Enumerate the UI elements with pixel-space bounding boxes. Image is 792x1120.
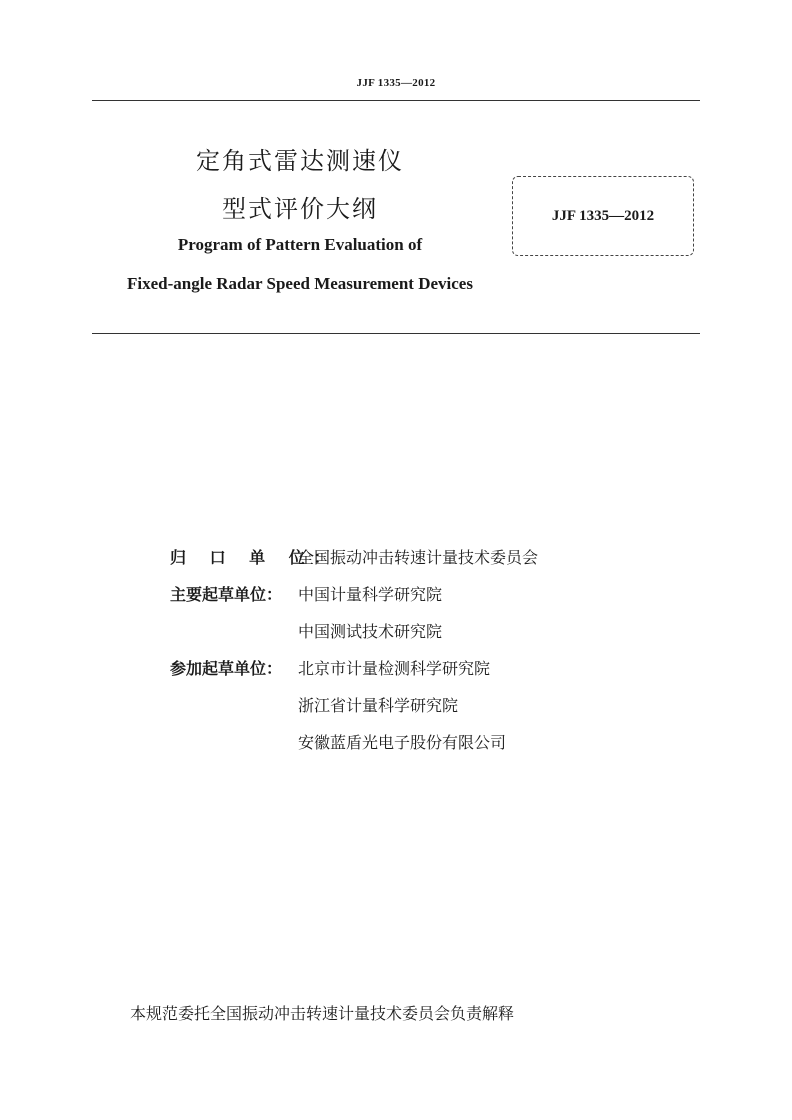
organizations-block — [170, 538, 538, 760]
participating-drafting-label: 参加起草单位： — [170, 659, 283, 678]
main-drafting-unit: 中国计量科学研究院 — [298, 585, 443, 604]
title-chinese-line1: 定角式雷达测速仪 — [196, 147, 404, 175]
title-english-line2: Fixed-angle Radar Speed Measurement Devices — [127, 274, 473, 293]
title-chinese-line2: 型式评价大纲 — [222, 195, 378, 223]
header-standard-code: JJF 1335—2012 — [356, 77, 436, 89]
middle-divider — [92, 333, 700, 334]
responsible-unit-label: 归 口 单 位： — [170, 548, 339, 567]
responsible-unit-value: 全国振动冲击转速计量技术委员会 — [298, 548, 539, 567]
standard-code-box — [512, 176, 694, 256]
interpretation-note: 本规范委托全国振动冲击转速计量技术委员会负责解释 — [130, 1004, 515, 1023]
standard-code-box-text: JJF 1335—2012 — [551, 207, 655, 224]
title-english-line1: Program of Pattern Evaluation of — [177, 235, 423, 254]
participating-drafting-unit: 安徽蓝盾光电子股份有限公司 — [298, 733, 507, 752]
main-drafting-label: 主要起草单位： — [170, 585, 283, 604]
participating-drafting-row — [170, 723, 538, 760]
main-drafting-row — [170, 612, 538, 649]
responsible-unit-row — [170, 538, 538, 575]
participating-drafting-row — [170, 649, 538, 686]
participating-drafting-row — [170, 686, 538, 723]
top-divider — [92, 100, 700, 101]
main-drafting-unit: 中国测试技术研究院 — [298, 622, 443, 641]
main-drafting-row — [170, 575, 538, 612]
participating-drafting-unit: 浙江省计量科学研究院 — [298, 696, 459, 715]
participating-drafting-unit: 北京市计量检测科学研究院 — [298, 659, 491, 678]
